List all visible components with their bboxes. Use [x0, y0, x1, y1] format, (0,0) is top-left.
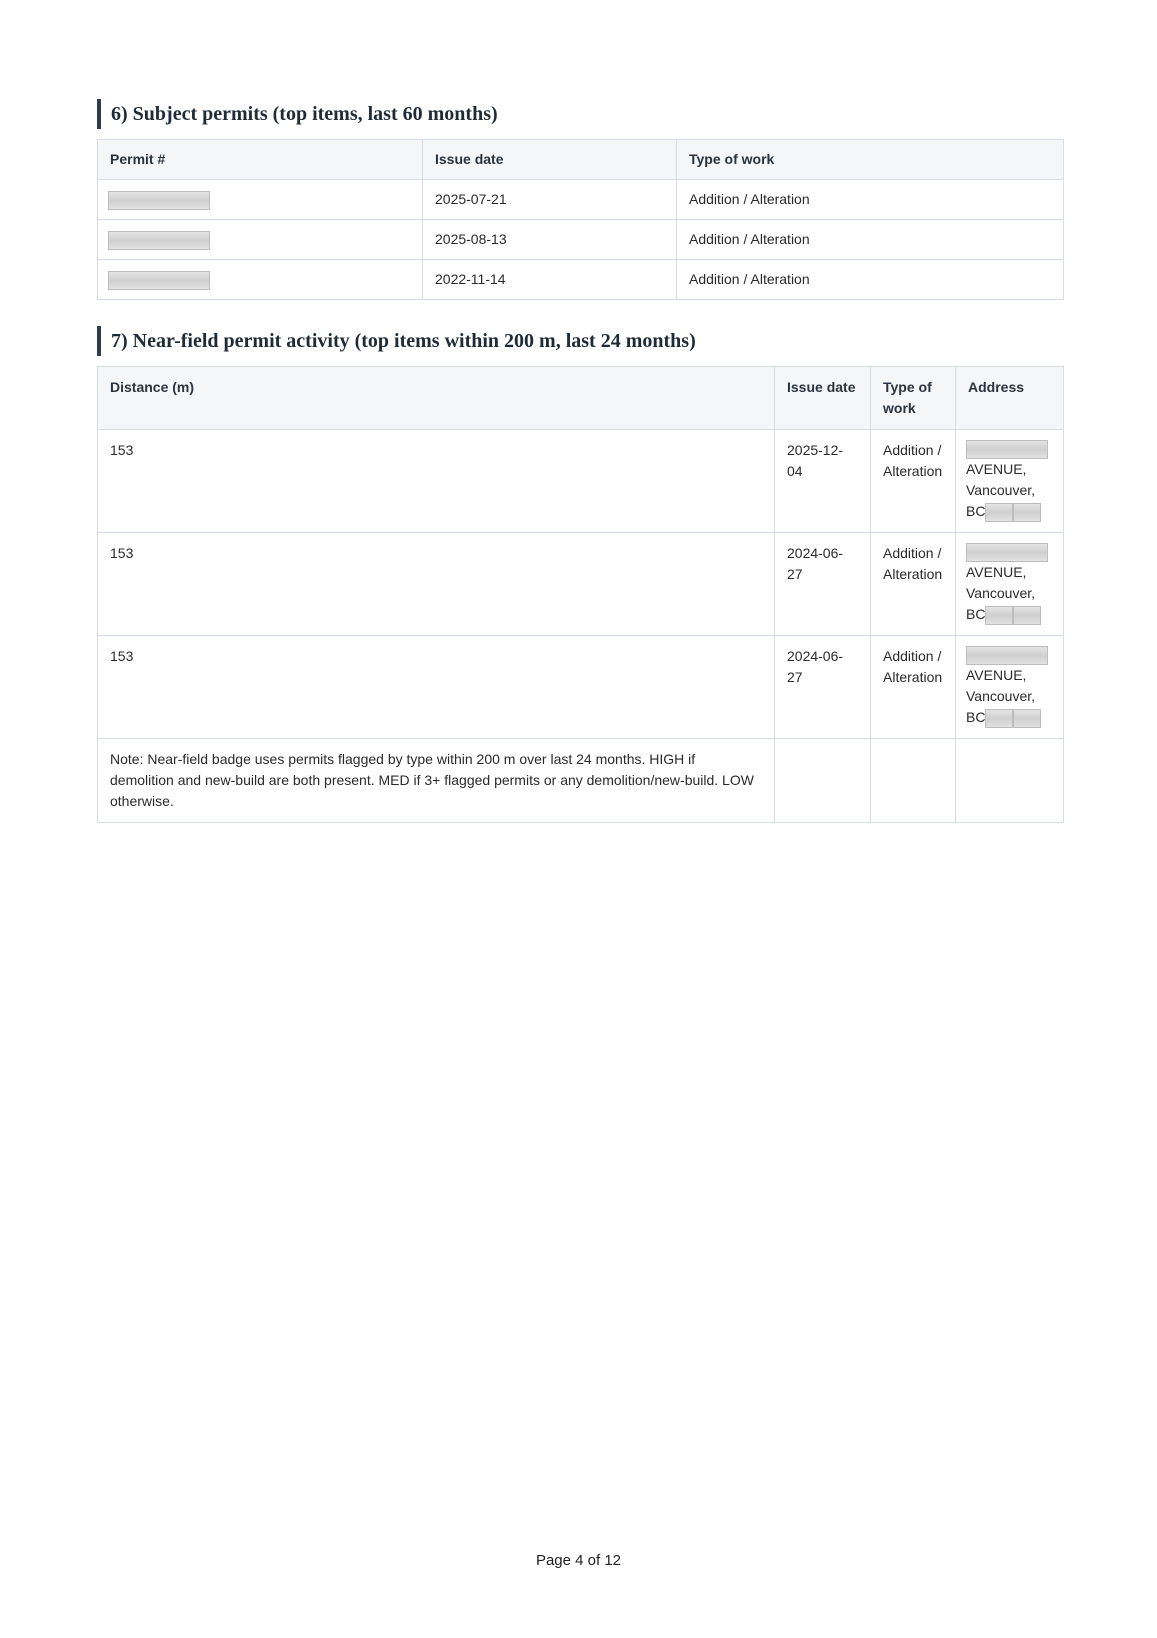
header-type-of-work: Type of work [677, 140, 1064, 180]
address-city: Vancouver, [966, 688, 1036, 704]
type-of-work-cell: Addition / Alteration [677, 260, 1064, 300]
note-cell: Note: Near-field badge uses permits flagged by type within 200 m over last 24 months. HIGH if demolition and new-build are both present. MED if 3+ flagged permits or any demolition/new-build. LOW otherwise. [98, 739, 775, 823]
table-row [98, 636, 1064, 739]
header-issue-date: Issue date [423, 140, 677, 180]
type-of-work-cell: Addition / Alteration [677, 180, 1064, 220]
near-field-permits-table [97, 366, 1064, 823]
type-of-work-cell: Addition / Alteration [871, 533, 956, 636]
empty-cell [871, 739, 956, 823]
distance-cell: 153 [98, 430, 775, 533]
issue-date-cell: 2022-11-14 [423, 260, 677, 300]
redacted-block [966, 440, 1048, 459]
redacted-block [1013, 709, 1041, 728]
note-row [98, 739, 1064, 823]
address-cell [956, 430, 1064, 533]
header-issue-date: Issue date [775, 367, 871, 430]
issue-date-cell: 2025-12-04 [775, 430, 871, 533]
distance-cell: 153 [98, 636, 775, 739]
permit-number-cell [98, 220, 423, 260]
address-province: BC [966, 503, 986, 519]
redacted-block [1013, 503, 1041, 522]
header-permit: Permit # [98, 140, 423, 180]
address-cell [956, 636, 1064, 739]
empty-cell [956, 739, 1064, 823]
table-row [98, 533, 1064, 636]
section-7-title: 7) Near-field permit activity (top items within 200 m, last 24 months) [97, 326, 696, 356]
redacted-block [985, 709, 1013, 728]
type-of-work-cell: Addition / Alteration [677, 220, 1064, 260]
redacted-block [108, 231, 210, 250]
address-street: AVENUE, [966, 461, 1027, 477]
address-province: BC [966, 606, 986, 622]
subject-permits-table [97, 139, 1064, 300]
table-row [98, 220, 1064, 260]
header-type-of-work: Type of work [871, 367, 956, 430]
address-cell [956, 533, 1064, 636]
redacted-block [966, 543, 1048, 562]
redacted-block [108, 191, 210, 210]
header-address: Address [956, 367, 1064, 430]
redacted-block [985, 606, 1013, 625]
table-header-row [98, 140, 1064, 180]
address-city: Vancouver, [966, 482, 1036, 498]
redacted-block [1013, 606, 1041, 625]
address-street: AVENUE, [966, 667, 1027, 683]
issue-date-cell: 2025-07-21 [423, 180, 677, 220]
distance-cell: 153 [98, 533, 775, 636]
issue-date-cell: 2024-06-27 [775, 636, 871, 739]
table-header-row [98, 367, 1064, 430]
address-province: BC [966, 709, 986, 725]
address-street: AVENUE, [966, 564, 1027, 580]
table-row [98, 260, 1064, 300]
table-row [98, 430, 1064, 533]
table-row [98, 180, 1064, 220]
permit-number-cell [98, 260, 423, 300]
address-city: Vancouver, [966, 585, 1036, 601]
header-distance: Distance (m) [98, 367, 775, 430]
type-of-work-cell: Addition / Alteration [871, 430, 956, 533]
redacted-block [108, 271, 210, 290]
redacted-block [985, 503, 1013, 522]
issue-date-cell: 2024-06-27 [775, 533, 871, 636]
section-6-title: 6) Subject permits (top items, last 60 months) [97, 99, 498, 129]
redacted-block [966, 646, 1048, 665]
page-number: Page 4 of 12 [535, 1552, 622, 1569]
issue-date-cell: 2025-08-13 [423, 220, 677, 260]
empty-cell [775, 739, 871, 823]
type-of-work-cell: Addition / Alteration [871, 636, 956, 739]
permit-number-cell [98, 180, 423, 220]
